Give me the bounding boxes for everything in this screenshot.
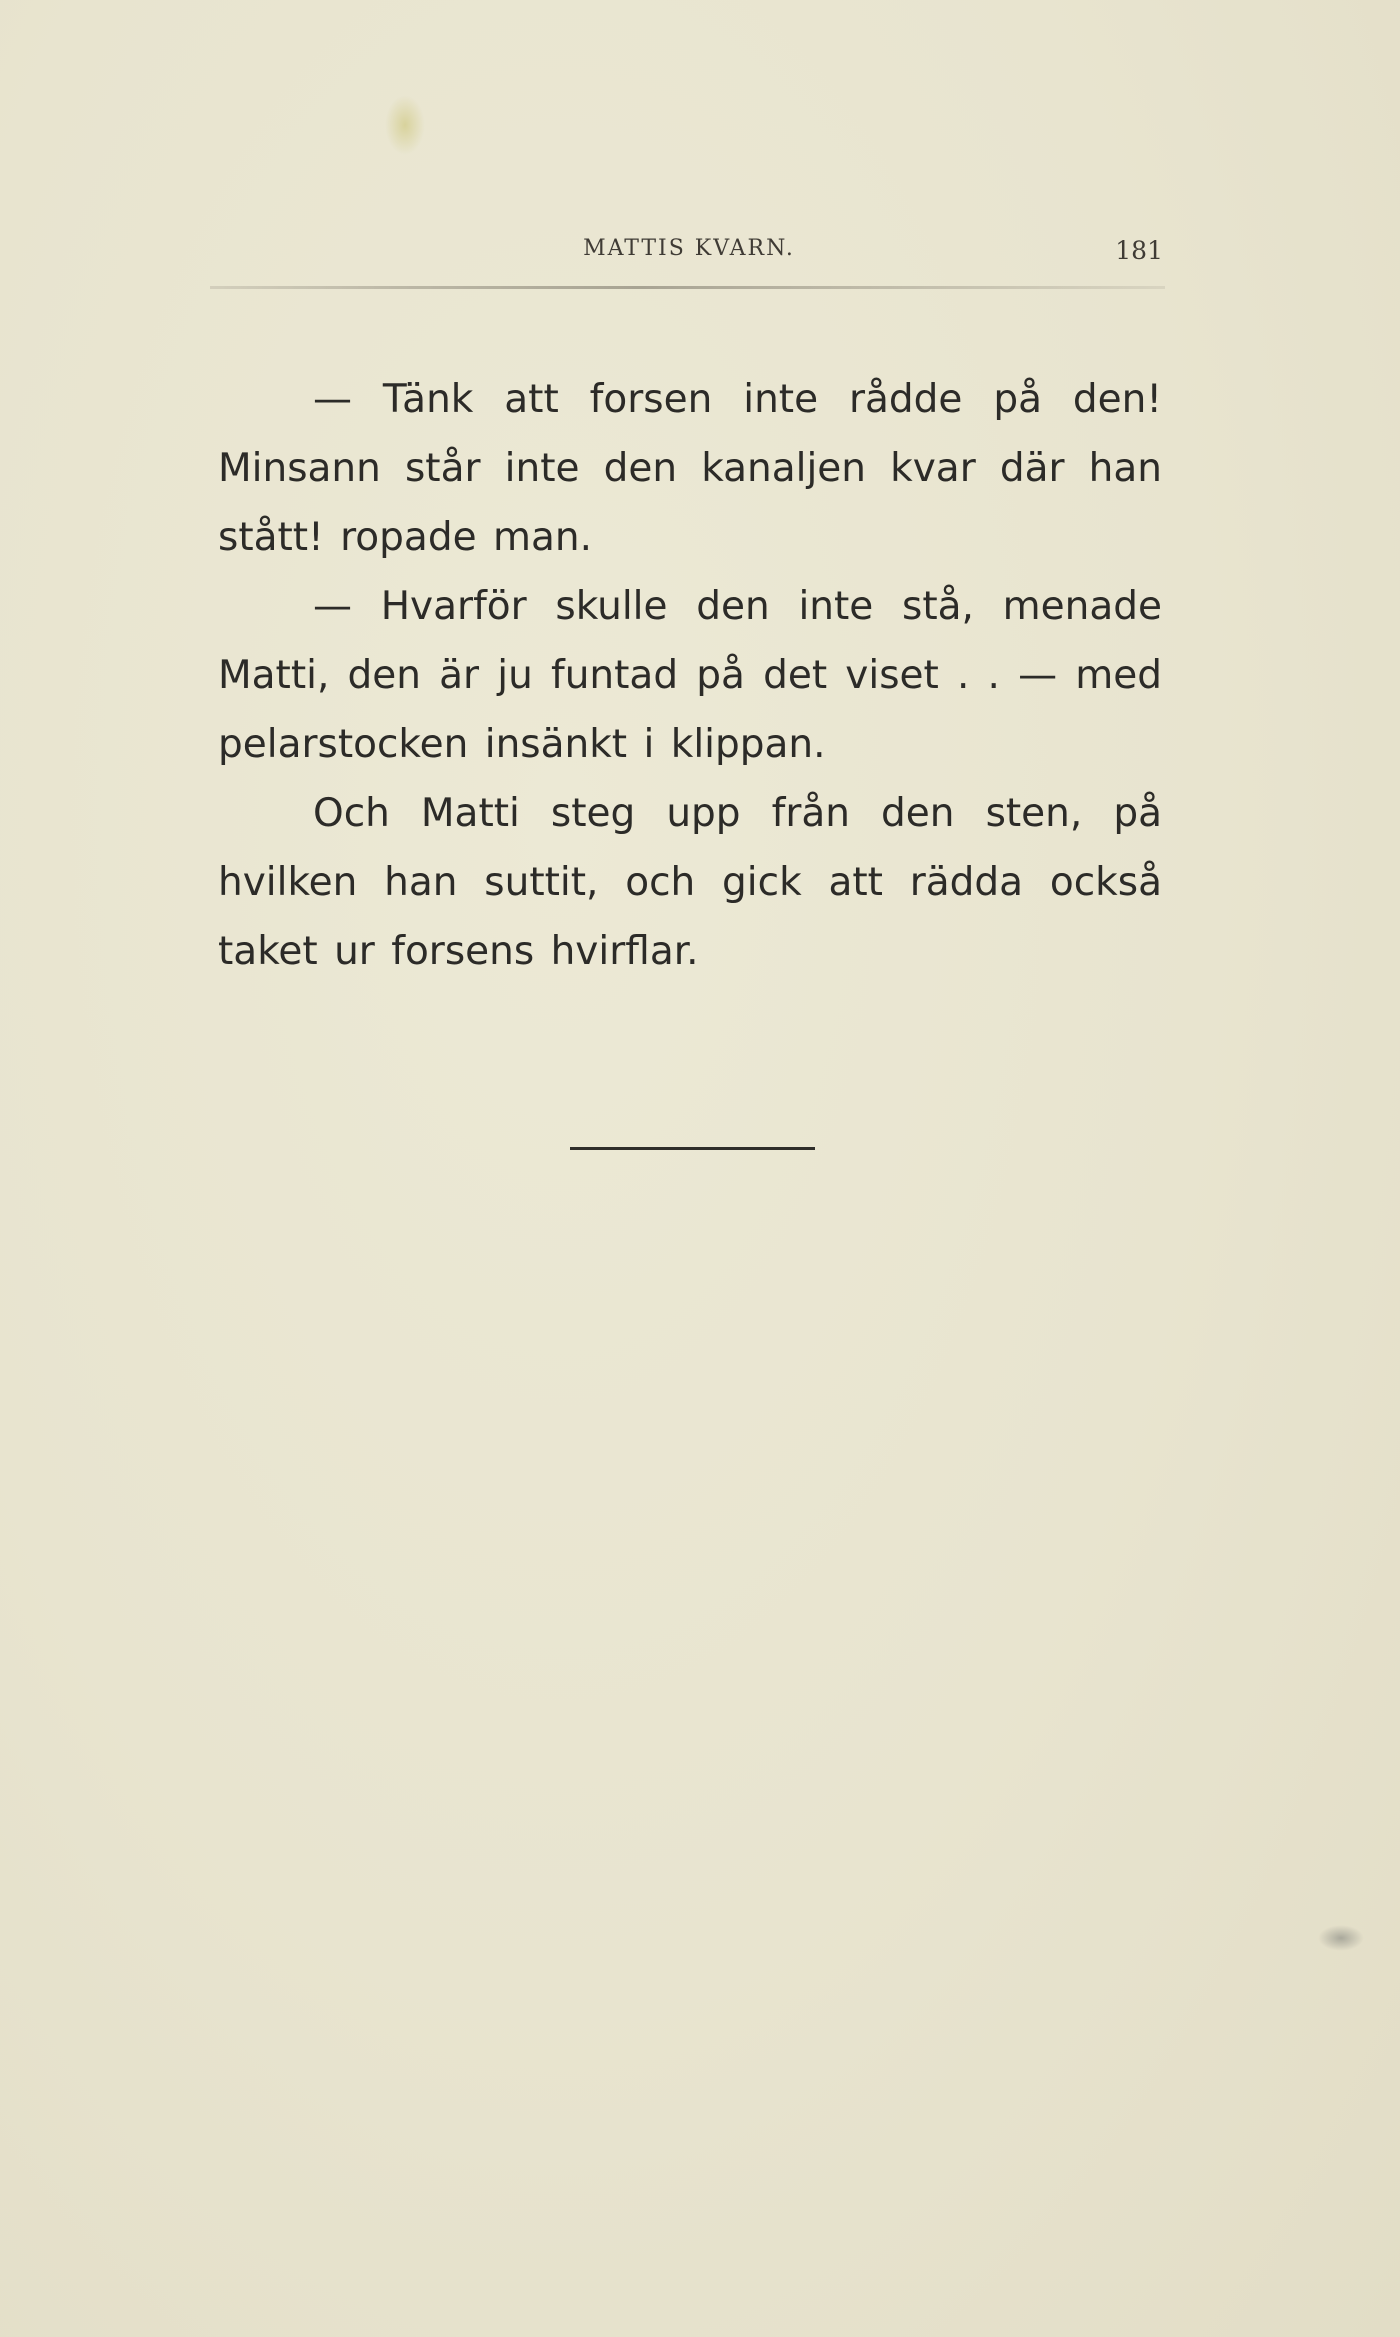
- paper-stain: [1318, 1925, 1364, 1951]
- running-head: [215, 236, 1163, 276]
- body-text: [218, 365, 1162, 986]
- paragraph: — Tänk att forsen inte rådde på den! Minsann står inte den kanaljen kvar där han stått! ropade man.: [218, 377, 1162, 560]
- chapter-end-rule: [570, 1147, 815, 1150]
- paper-stain: [385, 95, 425, 155]
- paragraph: — Hvarför skulle den inte stå, menade Matti, den är ju funtad på det viset . . — med pelarstocken insänkt i klippan.: [218, 584, 1162, 767]
- paragraph: Och Matti steg upp från den sten, på hvilken han suttit, och gick att rädda också taket ur forsens hvirflar.: [218, 791, 1162, 974]
- running-title: MATTIS KVARN.: [583, 236, 795, 261]
- header-rule: [210, 286, 1165, 289]
- page-number: 181: [1115, 236, 1163, 265]
